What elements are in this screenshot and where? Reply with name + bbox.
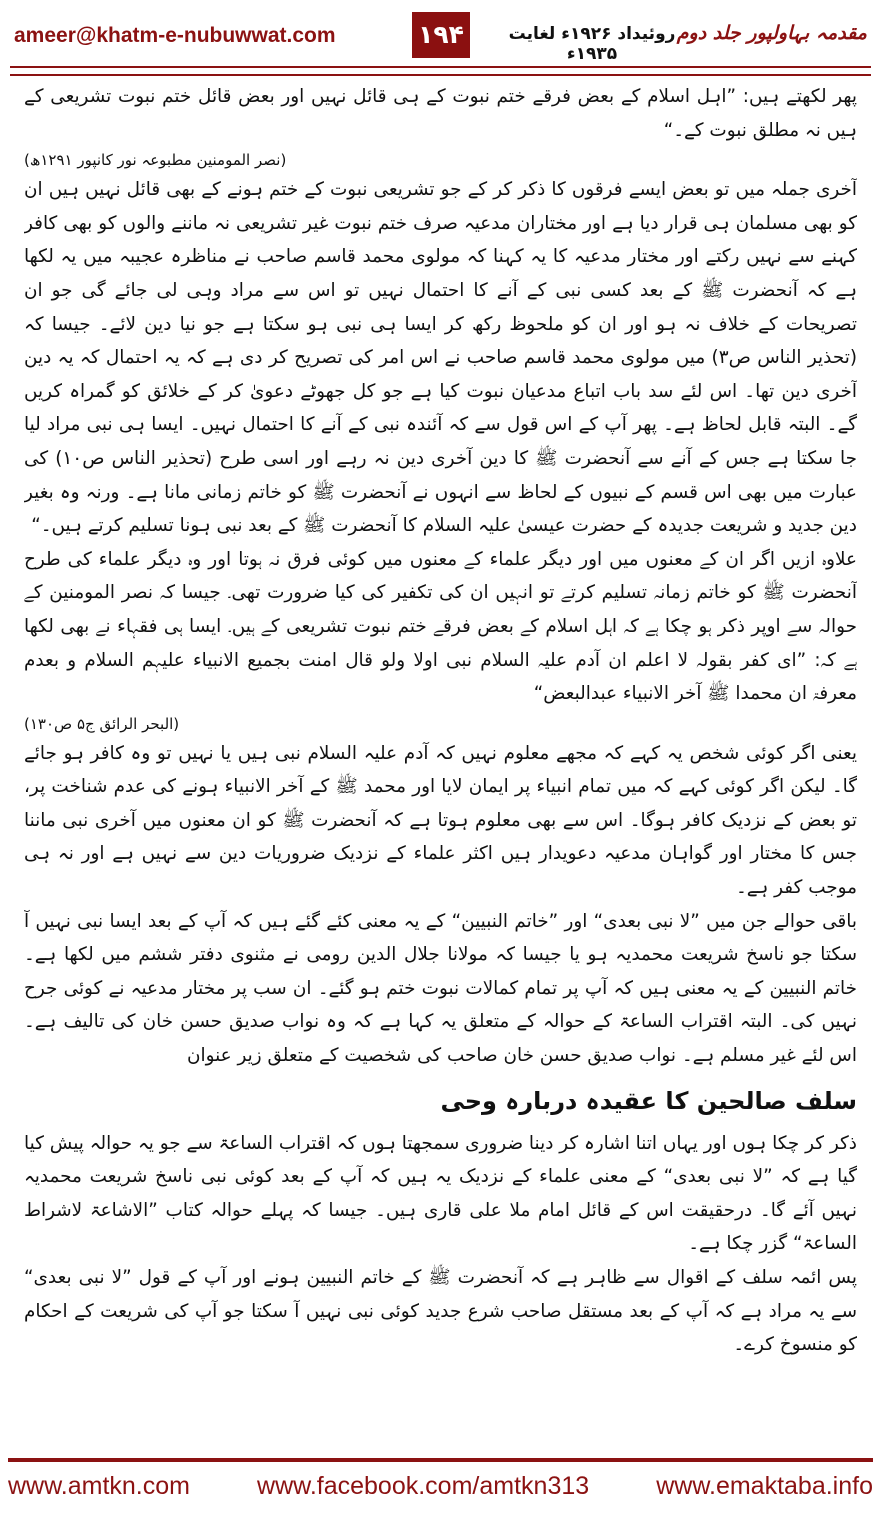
footer-divider [8,1458,873,1462]
page-number: ۱۹۴ [412,12,470,58]
paragraph-6: ذکر کر چکا ہوں اور یہاں اتنا اشارہ کر دینا ضروری سمجھتا ہوں کہ اقتراب الساعۃ سے جو یہ حوالہ پیش کیا گیا ہے کہ ”لا نبی بعدی“ کے معنی علماء کے نزدیک یہ ہیں کہ آپ کے بعد کوئی نبی ناسخ شریعت محمدیہ نہیں آئے گا۔ درحقیقت اس کے قائل امام ملا علی قاری ہیں۔ جیسا کہ پہلے حوالہ کتاب ”الاشاعۃ لاشراط الساعۃ“ گزر چکا ہے۔ [24,1132,857,1255]
reference-nasr-ul-mominin: (نصر المومنین مطبوعہ نور کانپور ۱۲۹۱ھ) [24,151,287,170]
header-book-title: مقدمہ بہاولپور جلد دوم [676,22,867,44]
header-report-title: روئیداد ۱۹۲۶ء لغایت ۱۹۳۵ء [508,24,676,64]
paragraph-1: پھر لکھتے ہیں: ”اہل اسلام کے بعض فرقے ختم نبوت کے ہی قائل نہیں اور بعض قائل ختم نبوت تشریعی کے ہیں نہ مطلق نبوت کے۔“ [24,86,857,141]
paragraph-5: باقی حوالے جن میں ”لا نبی بعدی“ اور ”خاتم النبیین“ کے یہ معنی کئے گئے ہیں کہ آپ کے بعد ایسا نبی نہیں آ سکتا جو ناسخ شریعت محمدیہ ہو یا جیسا کہ مولانا جلال الدین رومی نے مثنوی دفتر ششم میں لکھا ہے۔ خاتم النبیین کے یہ معنی ہیں کہ آپ پر تمام کمالات نبوت ختم ہو گئے۔ ان سب پر مختار مدعیہ نے کوئی جرح نہیں کی۔ البتہ اقتراب الساعۃ کے حوالہ کے متعلق یہ کہا ہے کہ وہ نواب صدیق حسن خان کی تالیف ہے۔ اس لئے غیر مسلم ہے۔ نواب صدیق حسن خان صاحب کی شخصیت کے متعلق زیر عنوان [24,910,857,1067]
section-heading: سلف صالحین کا عقیدہ دربارہ وحی [440,1086,857,1115]
reference-bahr-ul-raiq: (البحر الرائق ج۵ ص۱۳۰) [24,714,180,733]
paragraph-4: یعنی اگر کوئی شخص یہ کہے کہ مجھے معلوم نہیں کہ آدم علیہ السلام نبی ہیں یا نہیں تو وہ کافر ہو جائے گا۔ لیکن اگر کوئی کہے کہ میں تمام انبیاء پر ایمان لایا اور محمد ﷺ کے آخر الانبیاء ہونے کی عدم شناخت پر، تو بعض کے نزدیک کافر ہوگا۔ اس سے بھی معلوم ہوتا ہے کہ آنحضرت ﷺ کو ان معنوں میں آخری نبی ماننا جس کا مختار اور گواہان مدعیہ دعویدار ہیں اکثر علماء کے نزدیک ضروریات دین سے نہیں ہے اور نہ ہی موجب کفر ہے۔ [24,742,857,899]
footer-links [8,1472,873,1501]
paragraph-3: علاوہ ازیں اگر ان کے معنوں میں اور دیگر علماء کے معنوں میں کوئی فرق نہ ہوتا اور وہ دیگر علماء کی طرح آنحضرت ﷺ کو خاتم زمانہ تسلیم کرتے تو انہیں ان کی تکفیر کی کیا ضرورت تھی۔ جیسا کہ نصر المومنین کے حوالہ سے اوپر ذکر ہو چکا ہے کہ اہل اسلام کے بعض فرقے ختم نبوت تشریعی کے ہیں۔ ایسا ہی فقہاء نے بھی لکھا ہے کہ: ”ای کفر بقولہ لا اعلم ان آدم علیہ السلام نبی اولا ولو قال امنت بجمیع الانبیاء علیہم السلام و بعدم معرفۃ ان محمدا ﷺ آخر الانبیاء عبدالبعض“ [24,548,857,705]
paragraph-2: آخری جملہ میں تو بعض ایسے فرقوں کا ذکر کر کے جو تشریعی نبوت کے ختم ہونے کے بھی قائل نہیں ہیں ان کو بھی مسلمان ہی قرار دیا ہے اور مختاران مدعیہ صرف ختم نبوت غیر تشریعی نہ ماننے والوں کو بھی کافر کہنے سے نہیں رکتے اور مختار مدعیہ کا یہ کہنا کہ مولوی محمد قاسم صاحب نے مناظرہ عجیبہ میں یہ لکھا ہے کہ آنحضرت ﷺ کے بعد کسی نبی کے آنے کا احتمال نہیں تو اس سے مراد وہی لی جائے گی جو ان تصریحات کے خلاف نہ ہو اور ان کو ملحوظ رکھ کر ایسا ہی نبی ہو سکتا ہے جو نیا دین لائے۔ جیسا کہ (تحذیر الناس ص۳) میں مولوی محمد قاسم صاحب نے اس امر کی تصریح کر دی ہے کہ یہ احتمال کہ یہ دین آخری دین تھا۔ اس لئے سد باب اتباع مدعیان نبوت کیا ہے جو کل جھوٹے دعویٰ کر کے خلائق کو گمراہ کریں گے۔ البتہ قابل لحاظ ہے۔ پھر آپ کے اس قول سے کہ آئندہ نبی کے آنے کا احتمال نہیں۔ ایسا ہی نبی مراد لیا جا سکتا ہے جس کے آنے سے آنحضرت ﷺ کا دین آخری دین نہ رہے اور اسی طرح (تحذیر الناس ص۱۰) کی عبارت میں بھی اس قسم کے نبیوں کے لحاظ سے انہوں نے آنحضرت ﷺ کو خاتم زمانی مانا ہے۔ ورنہ وہ بغیر دین جدید و شریعت جدیدہ کے حضرت عیسیٰ علیہ السلام کا آنحضرت ﷺ کے بعد نبی ہونا تسلیم کرتے ہیں۔“ [24,179,857,537]
paragraph-7: پس ائمہ سلف کے اقوال سے ظاہر ہے کہ آنحضرت ﷺ کے خاتم النبیین ہونے اور آپ کے قول ”لا نبی بعدی“ سے یہ مراد ہے کہ آپ کے بعد مستقل صاحب شرع جدید کوئی نبی نہیں آ سکتا جو آپ کی شریعت کے احکام کو منسوخ کرے۔ [24,1267,857,1356]
footer-link-emaktaba[interactable]: www.emaktaba.info [656,1472,873,1500]
header-email: ameer@khatm-e-nubuwwat.com [14,24,336,47]
header-divider [10,66,871,76]
page-body [24,80,857,1451]
footer-link-facebook[interactable]: www.facebook.com/amtkn313 [257,1472,590,1500]
page-header [0,0,881,76]
footer-link-amtkn[interactable]: www.amtkn.com [8,1472,190,1500]
page-footer [0,1456,881,1531]
